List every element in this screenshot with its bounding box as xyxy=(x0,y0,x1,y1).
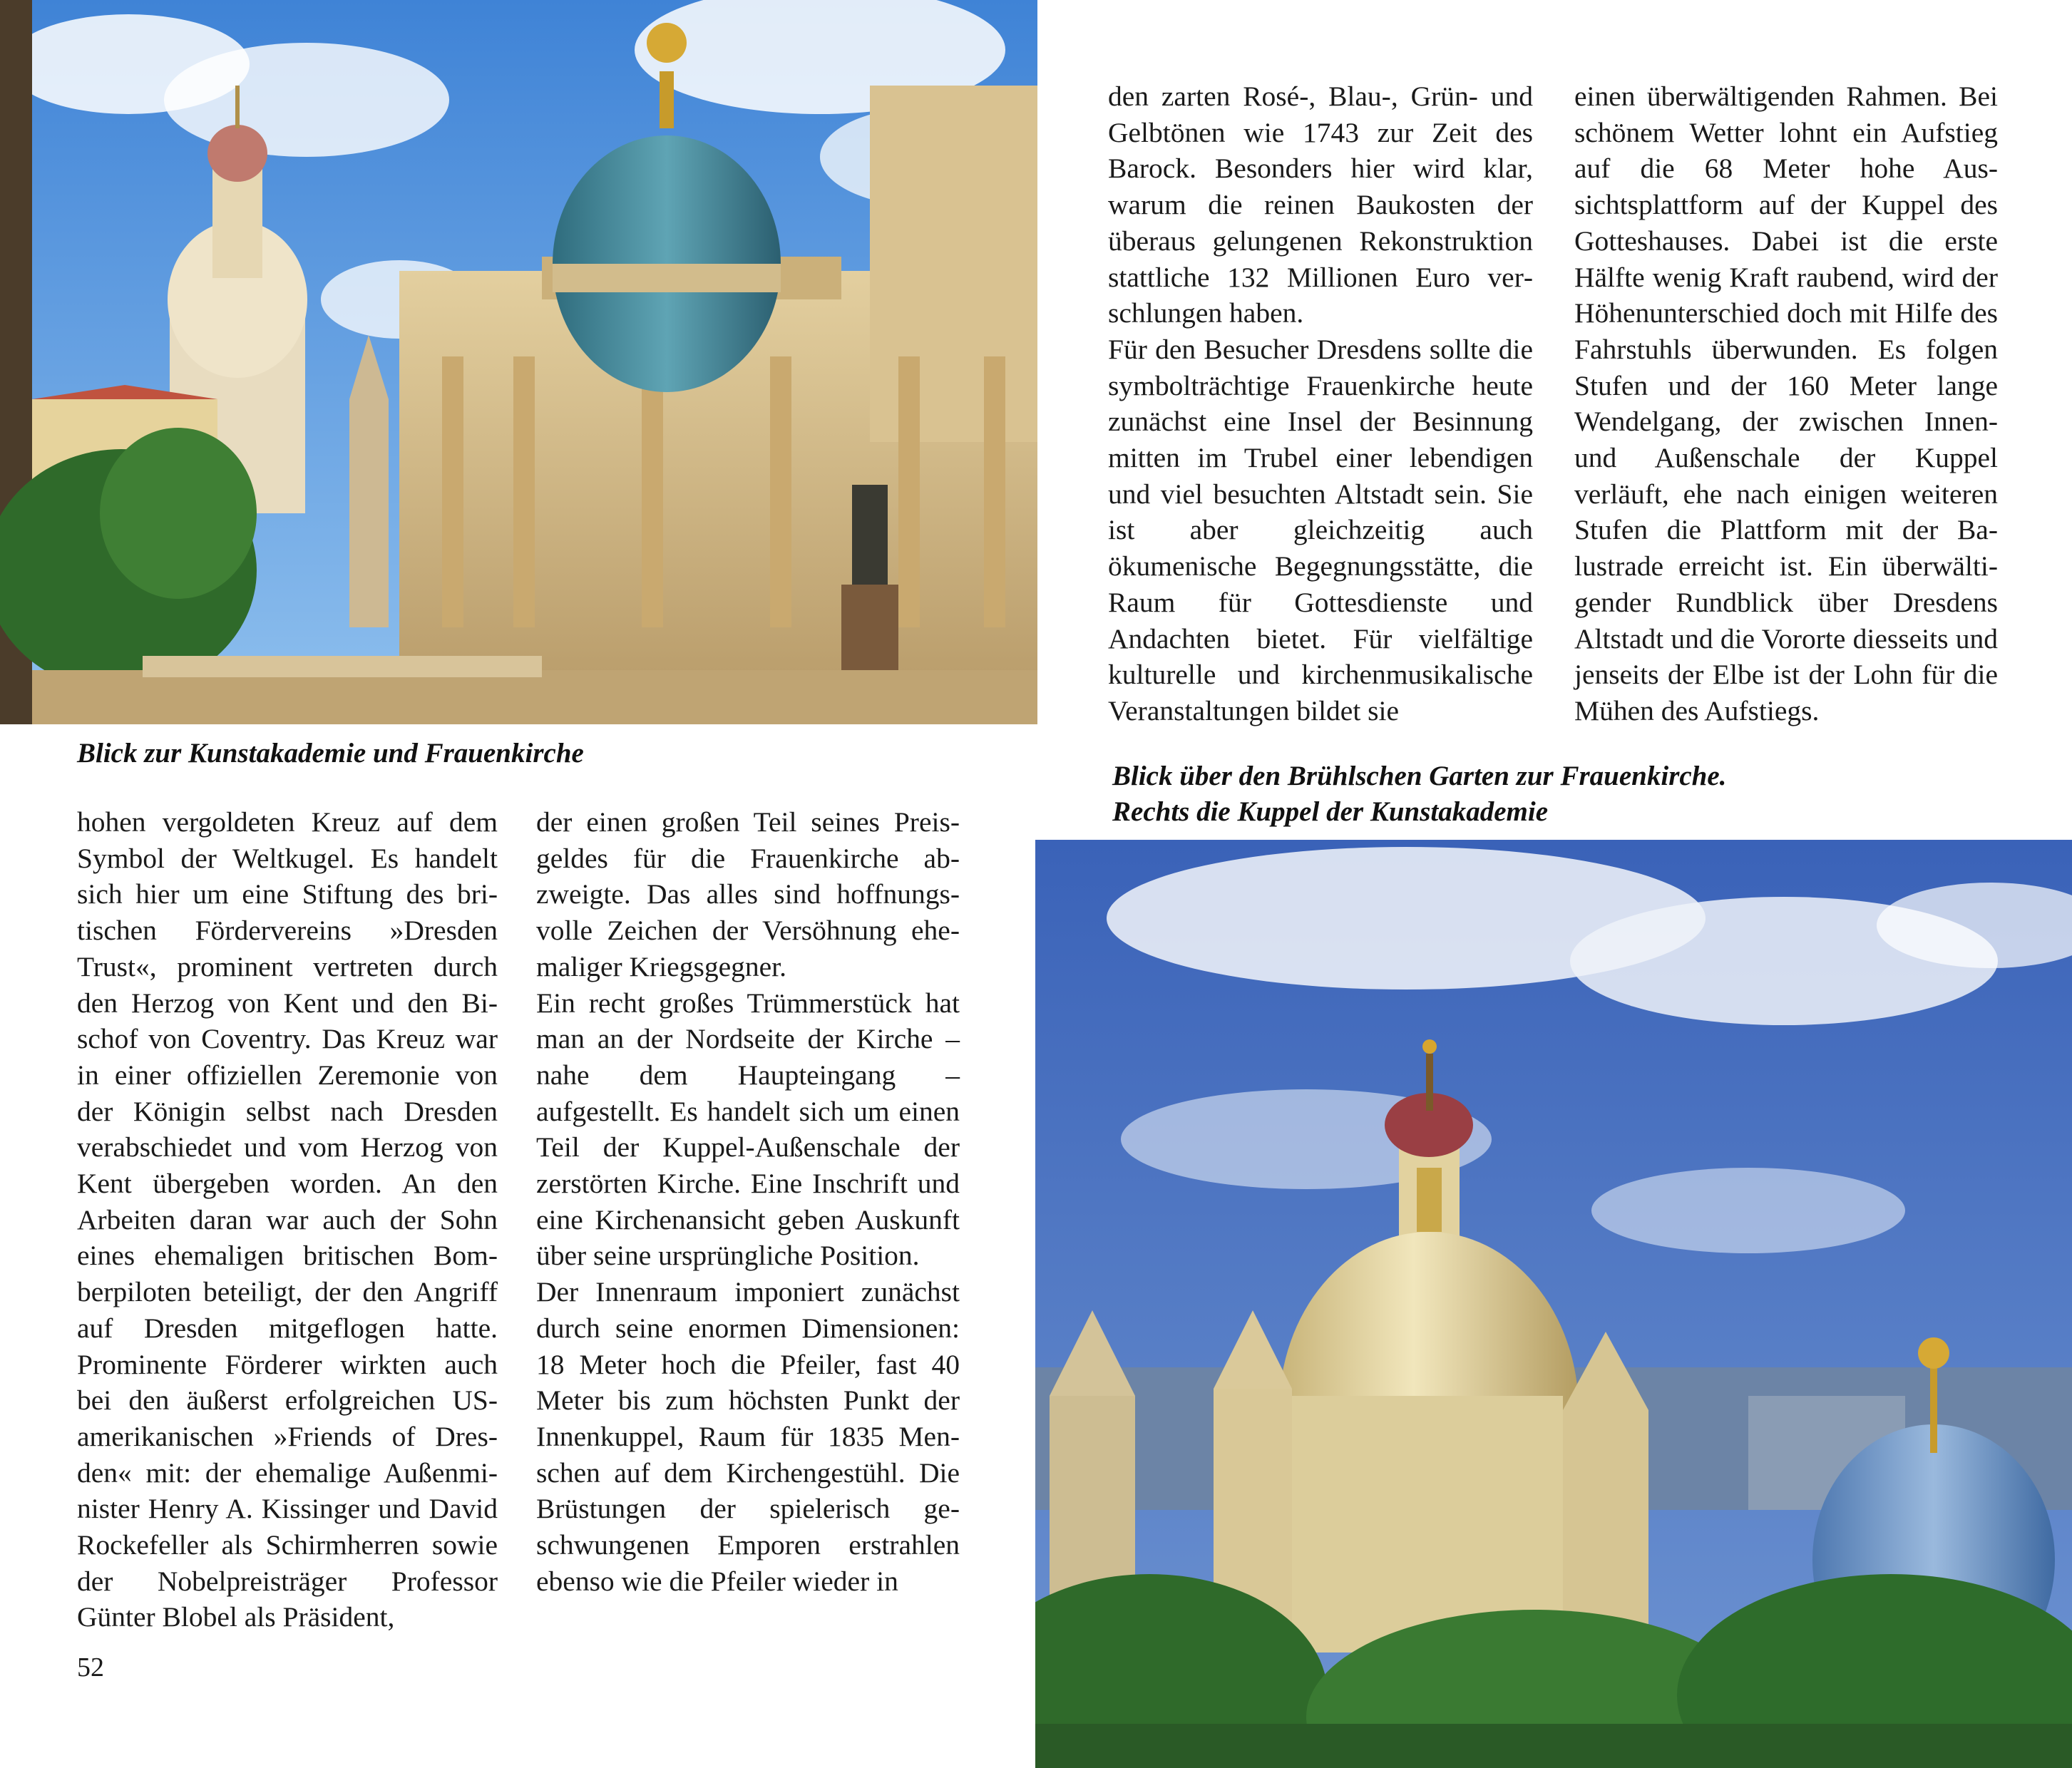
text-column-right-2 xyxy=(1574,78,1998,729)
text-column-left-2 xyxy=(536,804,960,1599)
photo-bottom-caption-line-2: Rechts die Kuppel der Kunstakademie xyxy=(1112,796,1549,827)
paragraph: Der Innenraum imponiert zunächst durch seine enormen Dimensionen: 18 Meter hoch die Pfeiler, fast 40 Meter bis zum höchsten Punkt der Innenkuppel, Raum für 1835 Menschen auf dem Kirchengestühl. Die Brüstungen der spielerisch geschwungenen Emporen erstrahlen ebenso wie die Pfeiler wieder in xyxy=(536,1276,960,1597)
text-column-right-1 xyxy=(1108,78,1533,729)
paragraph: der einen großen Teil seines Preisgeldes für die Frauenkirche abzweigte. Das alles sind hoffnungsvolle Zeichen der Versöhnung ehemaliger Kriegsgegner. xyxy=(536,806,960,982)
paragraph: hohen vergoldeten Kreuz auf dem Symbol der Weltkugel. Es handelt sich hier um eine Stiftung des britischen Fördervereins »Dresden Trust«, prominent vertreten durch den Herzog von Kent und den Bischof von Coventry. Das Kreuz war in einer offiziellen Zeremonie von der Königin selbst nach Dresden verabschiedet und vom Herzog von Kent übergeben worden. An den Arbeiten daran war auch der Sohn eines ehemaligen britischen Bomberpiloten beteiligt, der den Angriff auf Dresden mitgeflogen hatte. Prominente Förderer wirkten auch bei den äußerst erfolgreichen US-amerikanischen »Friends of Dresden« mit: der ehemalige Außenminister Henry A. Kissinger und David Rockefeller als Schirmherren sowie der Nobelpreisträger Professor Günter Blobel als Präsident, xyxy=(77,806,498,1633)
photo-bruehlscher-garten-frauenkirche xyxy=(1035,840,2072,1768)
paragraph: Ein recht großes Trümmerstück hat man an der Nordseite der Kirche – nahe dem Haupteingang – aufgestellt. Es handelt sich um einen Teil der Kuppel-Außenschale der zerstörten Kirche. Eine Inschrift und eine Kirchenansicht geben Auskunft über seine ursprüngliche Position. xyxy=(536,987,960,1272)
paragraph: den zarten Rosé-, Blau-, Grün- und Gelbtönen wie 1743 zur Zeit des Barock. Besonders hier wird klar, warum die reinen Baukosten der überaus gelungenen Rekonstruktion stattliche 132 Millionen Euro verschlungen haben. xyxy=(1108,81,1533,329)
photo-bottom-caption xyxy=(1112,759,2039,830)
page-number: 52 xyxy=(77,1653,104,1682)
photo-top-illustration xyxy=(0,0,1037,724)
photo-bottom-illustration xyxy=(1035,840,2072,1768)
paragraph: einen überwältigenden Rahmen. Bei schönem Wetter lohnt ein Aufstieg auf die 68 Meter hohe Aussichtsplattform auf der Kuppel des Gotteshauses. Dabei ist die erste Hälfte wenig Kraft raubend, wird der Höhenunterschied doch mit Hilfe des Fahrstuhls überwunden. Es folgen Stufen und der 160 Meter lange Wendelgang, der zwischen Innen- und Außenschale der Kuppel verläuft, ehe nach einigen weiteren Stufen die Plattform mit der Balustrade erreicht ist. Ein überwältigender Rundblick über Dresdens Altstadt und die Vororte diesseits und jenseits der Elbe ist der Lohn für die Mühen des Aufstiegs. xyxy=(1574,81,1998,726)
photo-kunstakademie-frauenkirche xyxy=(0,0,1037,724)
photo-top-caption: Blick zur Kunstakademie und Frauenkirche xyxy=(77,738,584,769)
photo-bottom-caption-line-1: Blick über den Brühlschen Garten zur Frauenkirche. xyxy=(1112,761,1727,791)
text-column-left-1 xyxy=(77,804,498,1635)
paragraph: Für den Besucher Dresdens sollte die symbolträchtige Frauenkirche heute zunächst eine Insel der Besinnung mitten im Trubel einer lebendigen und viel besuchten Altstadt sein. Sie ist aber gleichzeitig auch ökumenische Begegnungsstätte, die Raum für Gottesdienste und Andachten bietet. Für vielfältige kulturelle und kirchenmusikalische Veranstaltungen bildet sie xyxy=(1108,333,1533,726)
